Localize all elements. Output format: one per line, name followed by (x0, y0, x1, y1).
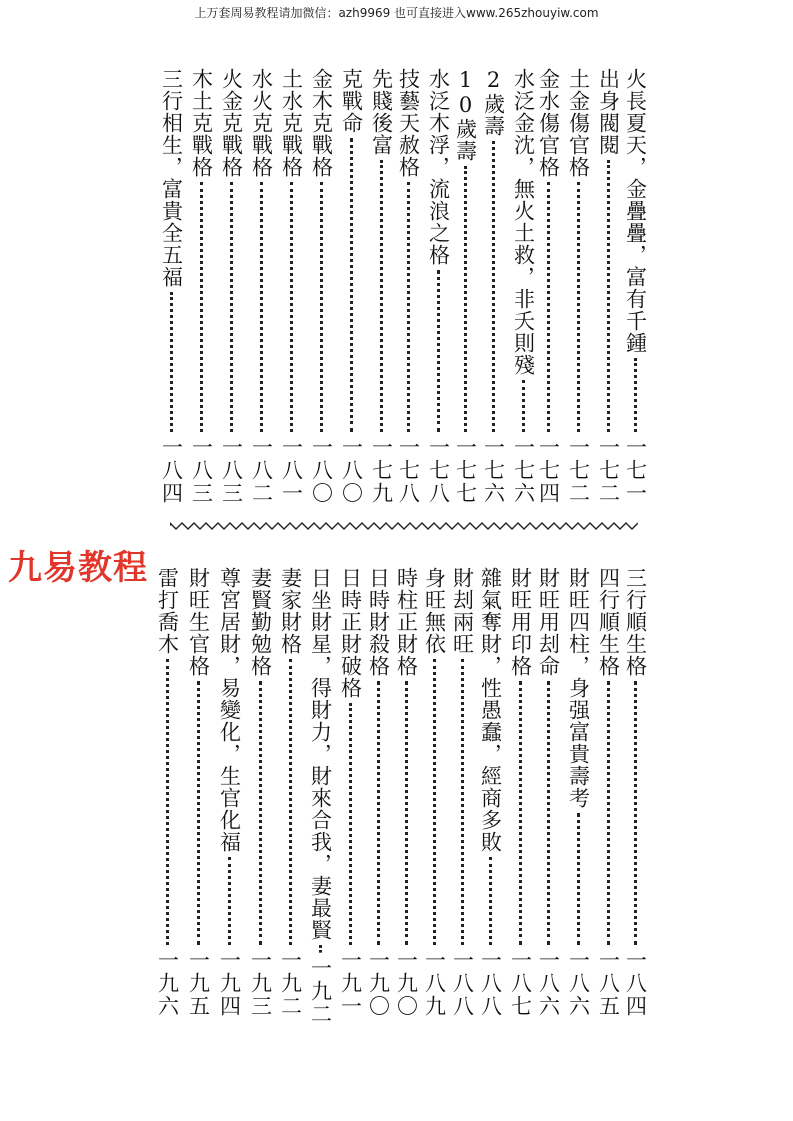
toc-entry-page: 一八四 (159, 436, 184, 505)
toc-entry[interactable] (478, 68, 508, 505)
dot-leader (437, 270, 440, 432)
toc-entry[interactable] (246, 68, 276, 505)
header-banner: 上万套周易教程请加微信：azh9969 也可直接进入www.265zhouyiw.com (194, 6, 599, 20)
toc-entry-page: 一九四 (217, 949, 242, 1018)
dot-leader (319, 945, 322, 953)
toc-entry-title: 水泛金沈，無火土救，非夭則殘 (511, 68, 536, 376)
toc-entry-title: 日坐財星，得財力，財來合我，妻最賢 (308, 567, 333, 941)
toc-entry-title: 時柱正財格 (394, 567, 419, 677)
toc-entry-title: 三行相生，富貴全五福 (159, 68, 184, 288)
toc-entry-page: 一九五 (186, 949, 211, 1018)
dot-leader (170, 292, 173, 432)
toc-entry[interactable] (363, 567, 393, 1018)
wavy-divider (170, 517, 638, 535)
toc-entry[interactable] (335, 567, 365, 1018)
toc-entry[interactable] (183, 567, 213, 1018)
toc-entry-title: 妻賢勤勉格 (248, 567, 273, 677)
dot-leader (197, 681, 200, 945)
toc-entry[interactable] (393, 68, 423, 505)
dot-leader (320, 182, 323, 432)
dot-leader (259, 681, 262, 945)
toc-entry-title: 雷打喬木 (155, 567, 180, 655)
dot-leader (405, 681, 408, 945)
toc-entry[interactable] (245, 567, 275, 1018)
toc-entry[interactable] (620, 567, 650, 1018)
toc-entry-page: 一八九 (422, 949, 447, 1018)
toc-entry[interactable] (216, 68, 246, 505)
toc-entry-page: 一八八 (478, 949, 503, 1018)
toc-entry-page: 一七二 (596, 436, 621, 505)
toc-entry-page: 一八〇 (309, 436, 334, 505)
toc-entry-page: 一八二 (249, 436, 274, 505)
dot-leader (377, 681, 380, 945)
dot-leader (607, 160, 610, 432)
toc-entry-title: 財旺四柱，身强富貴壽考 (566, 567, 591, 809)
dot-leader (492, 141, 495, 432)
dot-leader (634, 358, 637, 432)
toc-entry[interactable] (214, 567, 244, 1018)
dot-leader (519, 681, 522, 945)
dot-leader (577, 813, 580, 945)
toc-entry[interactable] (156, 68, 186, 505)
watermark-logo: 九易教程 (8, 548, 148, 588)
toc-entry-page: 一八八 (450, 949, 475, 1018)
toc-entry-page: 一九三 (248, 949, 273, 1018)
dot-leader (349, 703, 352, 945)
toc-entry[interactable] (305, 567, 335, 1026)
toc-entry-page: 一七四 (536, 436, 561, 505)
dot-leader (547, 681, 550, 945)
dot-leader (464, 166, 467, 432)
toc-entry[interactable] (419, 567, 449, 1018)
dot-leader (350, 138, 353, 432)
toc-entry-page: 一八一 (279, 436, 304, 505)
dot-leader (228, 857, 231, 945)
dot-leader (407, 182, 410, 432)
dot-leader (461, 659, 464, 945)
toc-entry[interactable] (336, 68, 366, 505)
toc-entry[interactable] (450, 68, 480, 505)
dot-leader (289, 659, 292, 945)
toc-entry-page: 一八六 (536, 949, 561, 1018)
toc-entry[interactable] (275, 567, 305, 1018)
toc-entry-page: 一七八 (426, 436, 451, 505)
dot-leader (260, 182, 263, 432)
toc-entry[interactable] (366, 68, 396, 505)
toc-entry-title: 火金克戰格 (219, 68, 244, 178)
dot-leader (607, 681, 610, 945)
toc-entry-title: 日時正財破格 (338, 567, 363, 699)
toc-entry[interactable] (505, 567, 535, 1018)
toc-entry-title: 妻家財格 (278, 567, 303, 655)
toc-entry-title: 雜氣奪財，性愚蠢，經商多敗 (478, 567, 503, 853)
toc-entry[interactable] (423, 68, 453, 505)
toc-entry-page: 一九〇 (394, 949, 419, 1018)
toc-entry-title: 10歲壽 (453, 68, 478, 162)
toc-entry[interactable] (447, 567, 477, 1018)
toc-entry-page: 一七二 (566, 436, 591, 505)
toc-entry-page: 一八〇 (339, 436, 364, 505)
dot-leader (547, 182, 550, 432)
dot-leader (577, 182, 580, 432)
toc-entry-title: 出身閥閱 (596, 68, 621, 156)
toc-entry[interactable] (508, 68, 538, 505)
toc-entry-title: 身旺無依 (422, 567, 447, 655)
toc-entry-page: 一八七 (508, 949, 533, 1018)
toc-entry[interactable] (306, 68, 336, 505)
toc-entry-page: 一九一 (338, 949, 363, 1018)
toc-entry-title: 尊宮居財，易變化，生官化福 (217, 567, 242, 853)
toc-entry-title: 火長夏天，金疊疊，富有千鍾 (623, 68, 648, 354)
toc-entry[interactable] (276, 68, 306, 505)
toc-entry-page: 一八五 (596, 949, 621, 1018)
toc-entry-page: 一八三 (189, 436, 214, 505)
dot-leader (380, 160, 383, 432)
toc-entry-title: 2歲壽 (481, 68, 506, 137)
toc-entry-page: 一七八 (396, 436, 421, 505)
dot-leader (489, 857, 492, 945)
toc-entry[interactable] (533, 567, 563, 1018)
dot-leader (634, 681, 637, 945)
toc-entry-title: 日時財殺格 (366, 567, 391, 677)
toc-entry-page: 一八四 (623, 949, 648, 1018)
dot-leader (200, 182, 203, 432)
toc-entry[interactable] (186, 68, 216, 505)
toc-entry-title: 金木克戰格 (309, 68, 334, 178)
toc-entry-title: 財旺生官格 (186, 567, 211, 677)
toc-entry-title: 木土克戰格 (189, 68, 214, 178)
toc-entry[interactable] (152, 567, 182, 1018)
toc-entry-page: 一七七 (453, 436, 478, 505)
toc-entry-page: 一九六 (155, 949, 180, 1018)
toc-entry-page: 一九〇 (366, 949, 391, 1018)
toc-entry-title: 四行順生格 (596, 567, 621, 677)
toc-entry[interactable] (593, 567, 623, 1018)
toc-entry[interactable] (563, 68, 593, 505)
toc-entry[interactable] (475, 567, 505, 1018)
dot-leader (433, 659, 436, 945)
toc-entry-title: 克戰命 (339, 68, 364, 134)
toc-entry-title: 金水傷官格 (536, 68, 561, 178)
toc-entry[interactable] (620, 68, 650, 505)
dot-leader (290, 182, 293, 432)
toc-entry-title: 水泛木浮，流浪之格 (426, 68, 451, 266)
toc-entry-title: 技藝天赦格 (396, 68, 421, 178)
toc-entry-page: 一七九 (369, 436, 394, 505)
toc-entry-title: 三行順生格 (623, 567, 648, 677)
toc-entry-title: 先賤後富 (369, 68, 394, 156)
toc-entry-page: 一七六 (481, 436, 506, 505)
toc-entry[interactable] (563, 567, 593, 1018)
toc-entry-page: 一九二 (278, 949, 303, 1018)
toc-entry-page: 一九二 (308, 957, 333, 1026)
toc-entry-page: 一七一 (623, 436, 648, 505)
toc-entry-page: 一七六 (511, 436, 536, 505)
toc-entry-page: 一八六 (566, 949, 591, 1018)
dot-leader (230, 182, 233, 432)
dot-leader (522, 380, 525, 432)
toc-entry-title: 水火克戰格 (249, 68, 274, 178)
dot-leader (166, 659, 169, 945)
toc-entry-page: 一八三 (219, 436, 244, 505)
toc-entry-title: 土水克戰格 (279, 68, 304, 178)
toc-entry-title: 財旺用印格 (508, 567, 533, 677)
toc-entry-title: 財刦兩旺 (450, 567, 475, 655)
toc-entry[interactable] (593, 68, 623, 505)
toc-entry-title: 財旺用刦命 (536, 567, 561, 677)
toc-entry[interactable] (391, 567, 421, 1018)
toc-entry-title: 土金傷官格 (566, 68, 591, 178)
